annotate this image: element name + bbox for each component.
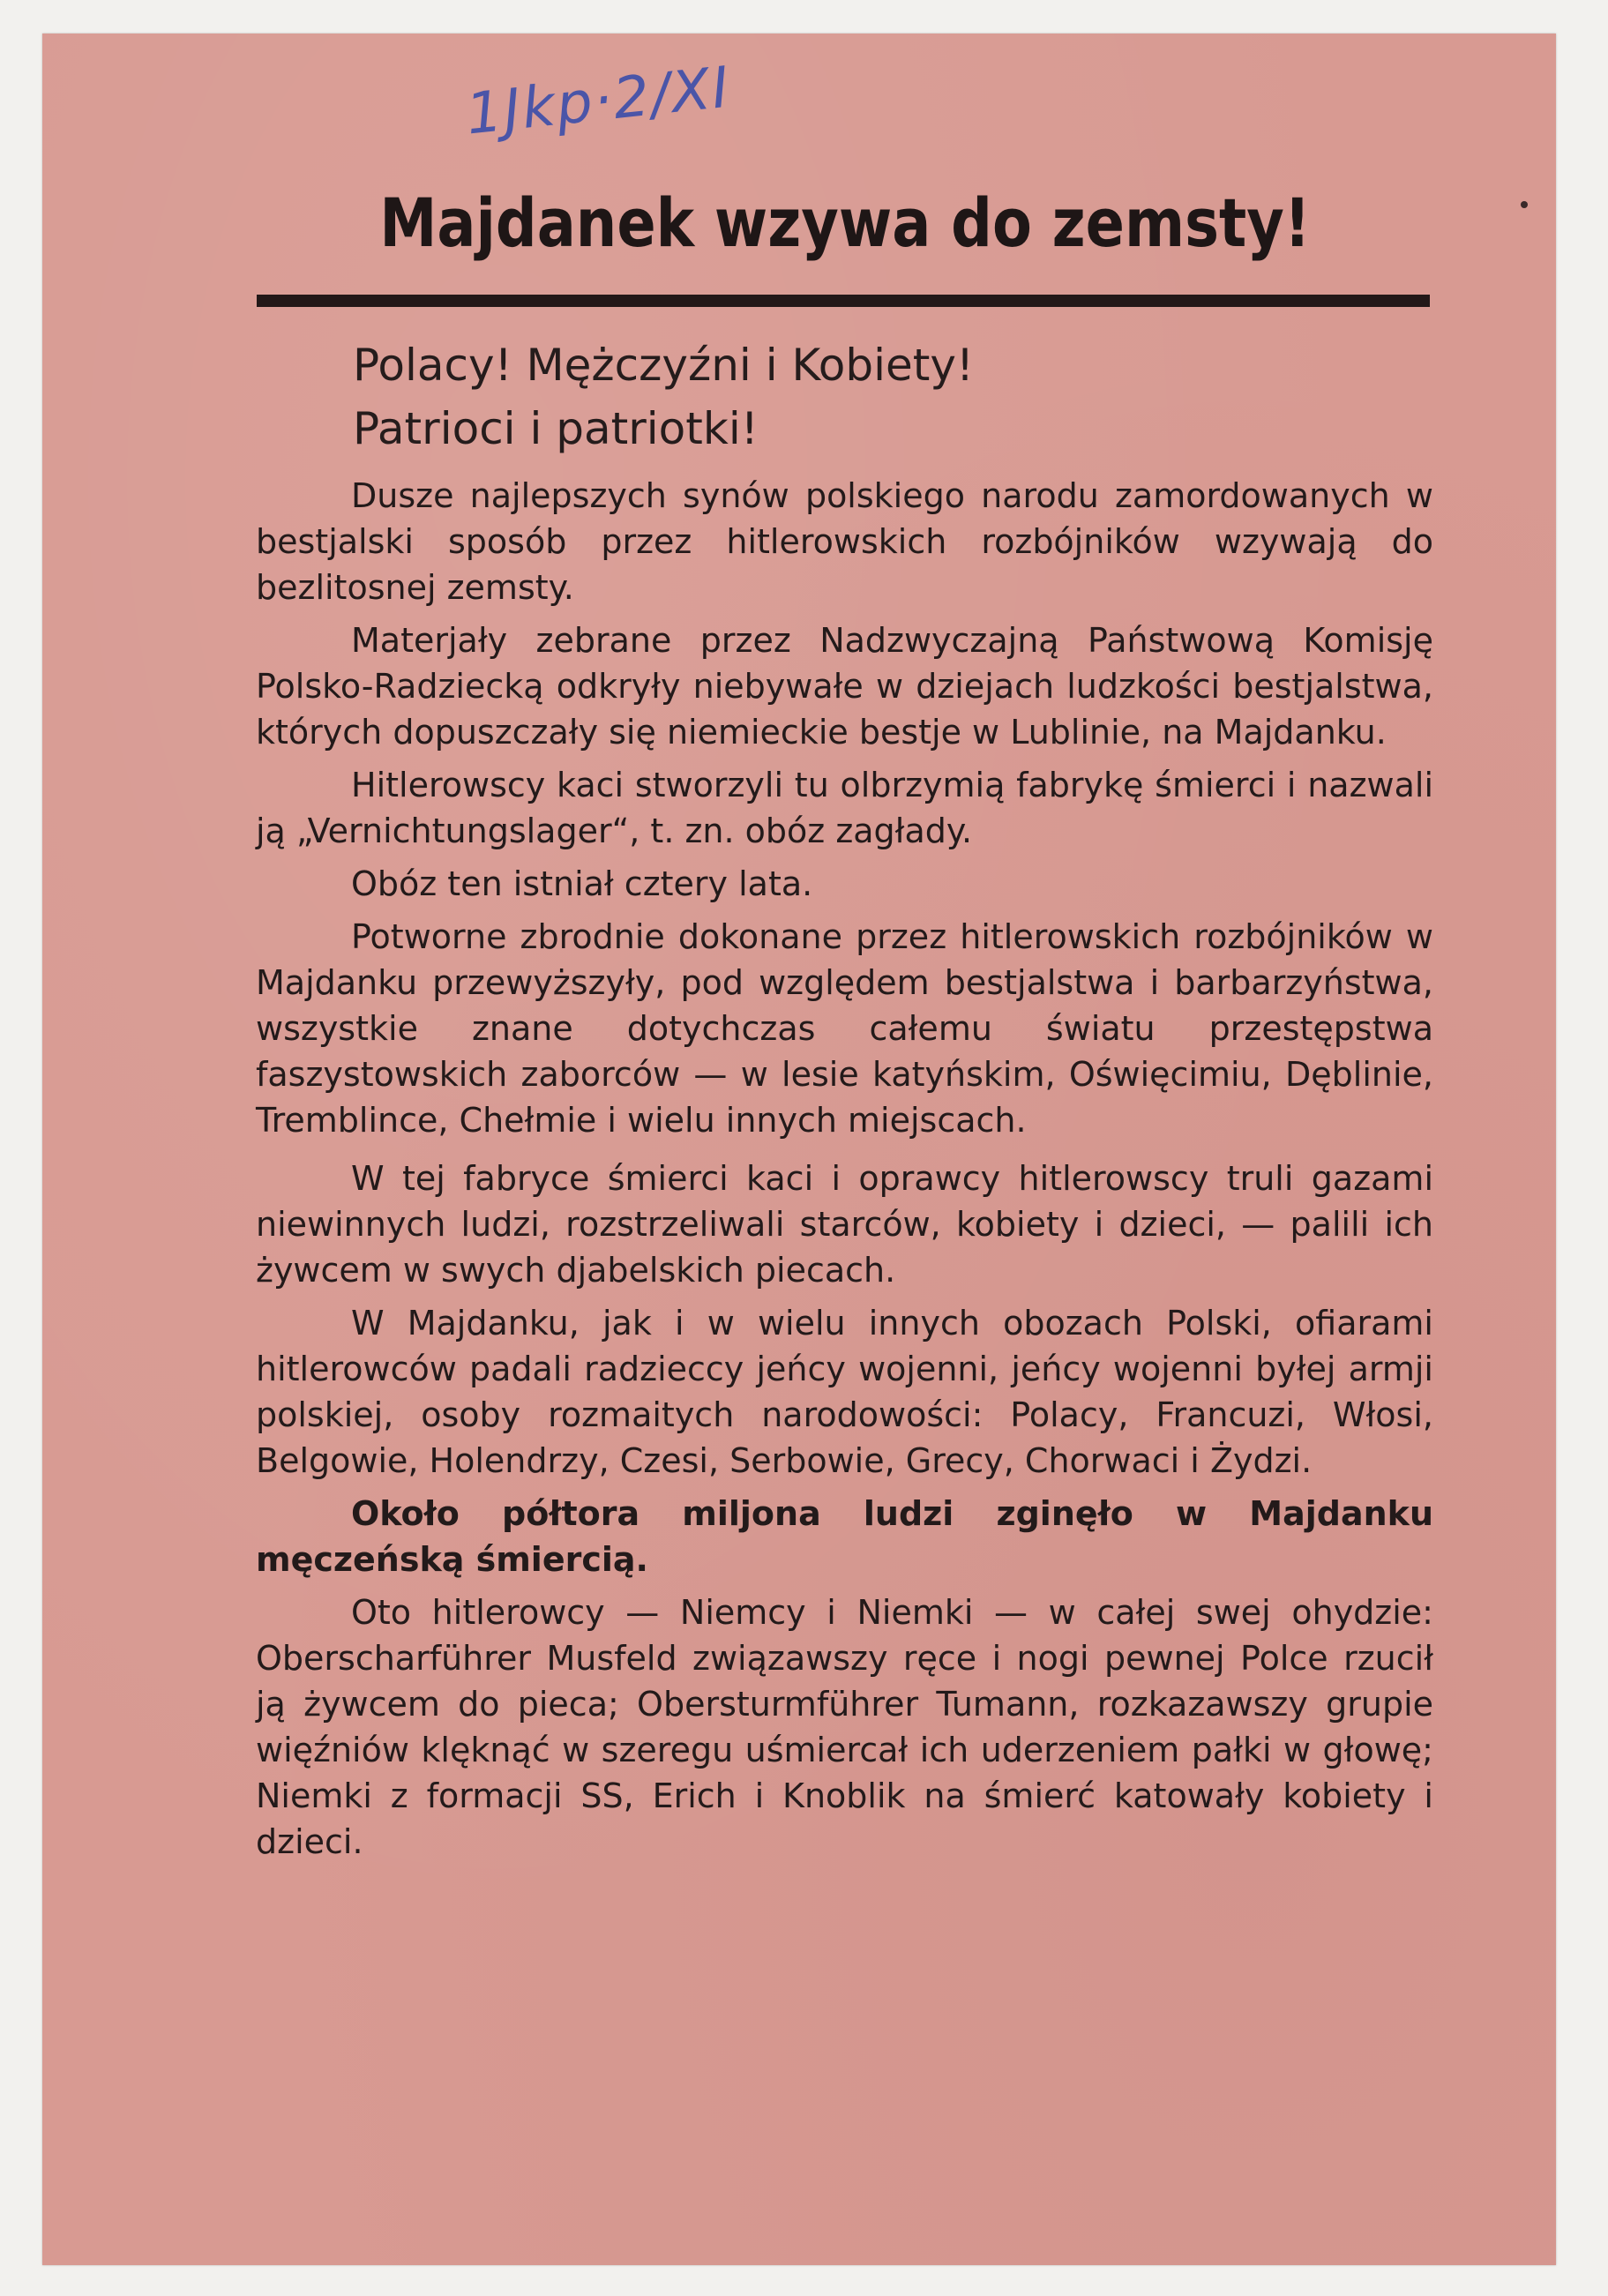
paragraph-perpetrators: Oto hitlerowcy — Niemcy i Niemki — w całej swej ohydzie: Oberscharführer Musfeld związawszy ręce i nogi pewnej Polce rzucił ją żywcem do pieca; Obersturmführer Tumann, rozkazawszy grupie więźniów klęknąć w szeregu uśmiercał ich uderzeniem pałki w głowę; Niemki z formacji SS, Erich i Knoblik na śmierć katowały kobiety i dzieci. xyxy=(256,1593,1433,1861)
salutation-line-1: Polacy! Mężczyźni i Kobiety! xyxy=(353,340,975,391)
handwritten-note: 1Jkp·2/XI xyxy=(462,55,734,148)
salutation xyxy=(353,333,974,460)
ink-dot xyxy=(1521,201,1528,208)
paragraph-four-years: Obóz ten istniał cztery lata. xyxy=(351,864,813,903)
leaflet-sheet xyxy=(42,34,1556,2265)
paragraph-death-toll: Około półtora miljona ludzi zginęło w Majdanku męczeńską śmiercią. xyxy=(256,1494,1433,1579)
paragraph-crimes: Potworne zbrodnie dokonane przez hitlerowskich rozbójników w Majdanku przewyższyły, pod względem bestjalstwa i barbarzyństwa, wszystkie znane dotychczas całemu światu przestępstwa faszystowskich zaborców — w lesie katyńskim, Oświęcimiu, Dęblinie, Tremblince, Chełmie i wielu innych miejscach. xyxy=(256,917,1433,1140)
paragraph-victims: W Majdanku, jak i w wielu innych obozach Polski, ofiarami hitlerowców padali radzieccy jeńcy wojenni, jeńcy wojenni byłej armji polskiej, osoby rozmaitych narodowości: Polacy, Francuzi, Włosi, Belgowie, Holendrzy, Czesi, Serbowie, Grecy, Chorwaci i Żydzi. xyxy=(256,1304,1433,1480)
paragraph-death-factory: Hitlerowscy kaci stworzyli tu olbrzymią fabrykę śmierci i nazwali ją „Vernichtungslager“, t. zn. obóz zagłady. xyxy=(256,766,1433,850)
title-underline xyxy=(257,295,1430,307)
paragraph-gassing: W tej fabryce śmierci kaci i oprawcy hitlerowscy truli gazami niewinnych ludzi, rozstrzeliwali starców, kobiety i dzieci, — palili ich żywcem w swych djabelskich piecach. xyxy=(256,1159,1433,1290)
page-title: Majdanek wzywa do zemsty! xyxy=(379,183,1311,262)
salutation-line-2: Patrioci i patriotki! xyxy=(353,403,759,454)
body-text xyxy=(256,473,1433,1872)
paragraph-souls: Dusze najlepszych synów polskiego narodu zamordowanych w bestjalski sposób przez hitlerowskich rozbójników wzywają do bezlitosnej zemsty. xyxy=(256,476,1433,607)
paragraph-commission: Materjały zebrane przez Nadzwyczajną Państwową Komisję Polsko-Radziecką odkryły niebywałe w dziejach ludzkości bestjalstwa, których dopuszczały się niemieckie bestje w Lublinie, na Majdanku. xyxy=(256,621,1433,752)
